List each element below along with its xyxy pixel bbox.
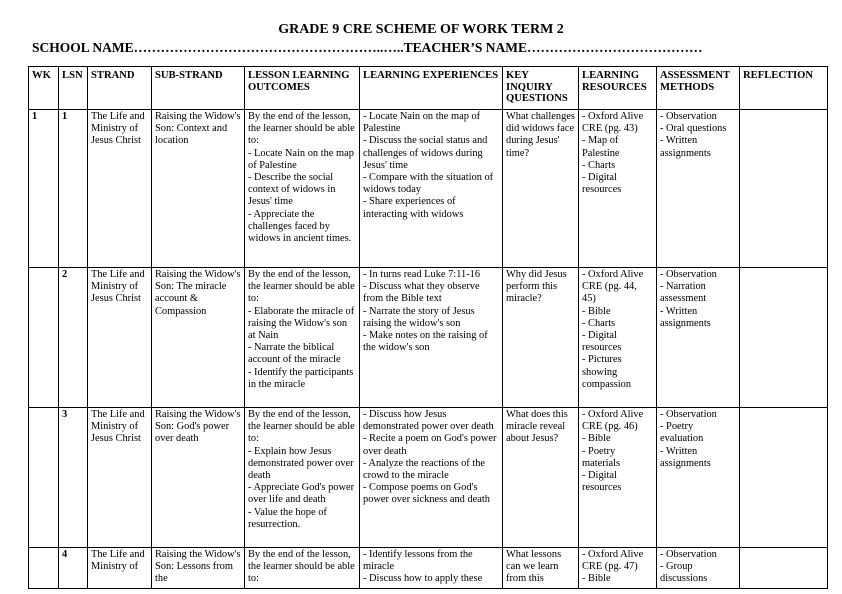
experience-line: - Discuss how to apply these (363, 573, 483, 585)
resource-line: - Bible (582, 433, 611, 445)
experience-line: - Locate Nain on the map of Palestine (363, 111, 481, 135)
table-row (29, 548, 828, 589)
cell-wk (29, 408, 59, 548)
resource-line: - Charts (582, 317, 616, 329)
header-resources: LEARNING RESOURCES (579, 67, 657, 110)
header-row (29, 67, 828, 110)
outcome-line: - Explain how Jesus demonstrated power over death (248, 445, 354, 482)
assessment-line: - Group discussions (660, 561, 708, 585)
resource-line: - Digital resources (582, 470, 622, 494)
experience-line: - Compose poems on God's power over sickness and death (363, 482, 490, 506)
table-row (29, 110, 828, 268)
resource-line: - Oxford Alive CRE (pg. 46) (582, 409, 644, 433)
outcome-line: - Value the hope of resurrection. (248, 506, 327, 530)
cell-resources (579, 408, 657, 548)
outcome-line: - Narrate the biblical account of the miracle (248, 342, 341, 366)
cell-outcomes (245, 548, 360, 589)
header-wk: WK (29, 67, 59, 110)
resource-line: - Poetry materials (582, 445, 621, 469)
cell-reflection (740, 268, 828, 408)
outcome-line: By the end of the lesson, the learner should be able to: (248, 269, 355, 305)
cell-inquiry-question: What does this miracle reveal about Jesus? (503, 408, 579, 548)
assessment-line: - Narration assessment (660, 281, 707, 305)
assessment-line: - Poetry evaluation (660, 421, 704, 445)
resource-line: - Charts (582, 159, 616, 171)
cell-resources (579, 548, 657, 589)
outcome-line: By the end of the lesson, the learner should be able to: (248, 549, 355, 585)
cell-assessment (657, 408, 740, 548)
experience-line: - Make notes on the raising of the widow's son (363, 330, 488, 354)
cell-outcomes (245, 268, 360, 408)
cell-strand: The Life and Ministry of Jesus Christ (88, 110, 152, 268)
cell-strand: The Life and Ministry of Jesus Christ (88, 408, 152, 548)
header-experiences: LEARNING EXPERIENCES (360, 67, 503, 110)
cell-resources (579, 268, 657, 408)
cell-wk (29, 548, 59, 589)
outcome-line: - Appreciate the challenges faced by widows in ancient times. (248, 208, 352, 245)
cell-resources (579, 110, 657, 268)
document-title: GRADE 9 CRE SCHEME OF WORK TERM 2 (278, 22, 564, 37)
cell-inquiry-question: What lessons can we learn from this (503, 548, 579, 589)
cell-assessment (657, 268, 740, 408)
outcome-line: - Describe the social context of widows in Jesus' time (248, 172, 336, 208)
resource-line: - Map of Palestine (582, 135, 620, 159)
cell-reflection (740, 548, 828, 589)
cell-strand: The Life and Ministry of Jesus Christ (88, 268, 152, 408)
assessment-line: - Observation (660, 409, 717, 420)
header-reflection: REFLECTION (740, 67, 828, 110)
cell-reflection (740, 110, 828, 268)
resource-line: - Oxford Alive CRE (pg. 43) (582, 111, 644, 135)
header-strand: STRAND (88, 67, 152, 110)
outcome-line: - Identify the participants in the miracle (248, 366, 354, 390)
assessment-line: - Observation (660, 269, 717, 280)
resource-line: - Digital resources (582, 172, 622, 196)
cell-experiences (360, 110, 503, 268)
outcome-line: - Locate Nain on the map of Palestine (248, 147, 354, 171)
cell-strand: The Life and Ministry of (88, 548, 152, 589)
table-row (29, 268, 828, 408)
outcome-line: - Elaborate the miracle of raising the Widow's son at Nain (248, 305, 355, 342)
header-lsn: LSN (59, 67, 88, 110)
table-row (29, 408, 828, 548)
resource-line: - Oxford Alive CRE (pg. 47) (582, 549, 644, 573)
cell-experiences (360, 268, 503, 408)
cell-outcomes (245, 110, 360, 268)
experience-line: - In turns read Luke 7:11-16 (363, 269, 481, 280)
assessment-line: - Written assignments (660, 135, 711, 159)
experience-line: - Compare with the situation of widows today (363, 172, 494, 196)
outcome-line: By the end of the lesson, the learner should be able to: (248, 111, 355, 147)
experience-line: - Discuss how Jesus demonstrated power over death (363, 409, 494, 433)
cell-lsn: 1 (59, 110, 88, 268)
cell-lsn: 3 (59, 408, 88, 548)
assessment-line: - Written assignments (660, 305, 711, 329)
experience-line: - Recite a poem on God's power over death (363, 433, 497, 457)
header-assessment: ASSESSMENT METHODS (657, 67, 740, 110)
assessment-line: - Observation (660, 111, 717, 122)
school-teacher-line: SCHOOL NAME………………………………………………..…..TEACHER’S NAME………………………………… (32, 40, 703, 55)
experience-line: - Identify lessons from the miracle (363, 549, 473, 573)
resource-line: - Oxford Alive CRE (pg. 44, 45) (582, 269, 644, 305)
resource-line: - Bible (582, 305, 611, 317)
experience-line: - Analyze the reactions of the crowd to the miracle (363, 457, 486, 482)
cell-outcomes (245, 408, 360, 548)
experience-line: - Share experiences of interacting with widows (363, 196, 464, 220)
cell-assessment (657, 548, 740, 589)
cell-wk (29, 268, 59, 408)
cell-experiences (360, 548, 503, 589)
cell-inquiry-question: What challenges did widows face during Jesus' time? (503, 110, 579, 268)
assessment-line: - Written assignments (660, 445, 711, 469)
header-inquiry-questions: KEY INQUIRY QUESTIONS (503, 67, 579, 110)
cell-inquiry-question: Why did Jesus perform this miracle? (503, 268, 579, 408)
assessment-line: - Observation (660, 549, 717, 560)
cell-sub-strand: Raising the Widow's Son: God's power over death (152, 408, 245, 548)
cell-wk: 1 (29, 110, 59, 268)
cell-sub-strand: Raising the Widow's Son: Lessons from the (152, 548, 245, 589)
cell-sub-strand: Raising the Widow's Son: Context and location (152, 110, 245, 268)
cell-lsn: 4 (59, 548, 88, 589)
header-sub-strand: SUB-STRAND (152, 67, 245, 110)
outcome-line: By the end of the lesson, the learner should be able to: (248, 409, 355, 445)
assessment-line: - Oral questions (660, 123, 727, 135)
resource-line: - Digital resources (582, 330, 622, 354)
scheme-of-work-table (28, 66, 828, 589)
resource-line: - Pictures showing compassion (582, 354, 632, 390)
experience-line: - Narrate the story of Jesus raising the widow's son (363, 305, 475, 329)
experience-line: - Discuss the social status and challenges of widows during Jesus' time (363, 135, 488, 171)
experience-line: - Discuss what they observe from the Bible text (363, 281, 480, 305)
cell-experiences (360, 408, 503, 548)
cell-assessment (657, 110, 740, 268)
outcome-line: - Appreciate God's power over life and death (248, 482, 355, 506)
header-outcomes: LESSON LEARNING OUTCOMES (245, 67, 360, 110)
resource-line: - Bible (582, 573, 611, 585)
cell-lsn: 2 (59, 268, 88, 408)
cell-reflection (740, 408, 828, 548)
cell-sub-strand: Raising the Widow's Son: The miracle account & Compassion (152, 268, 245, 408)
